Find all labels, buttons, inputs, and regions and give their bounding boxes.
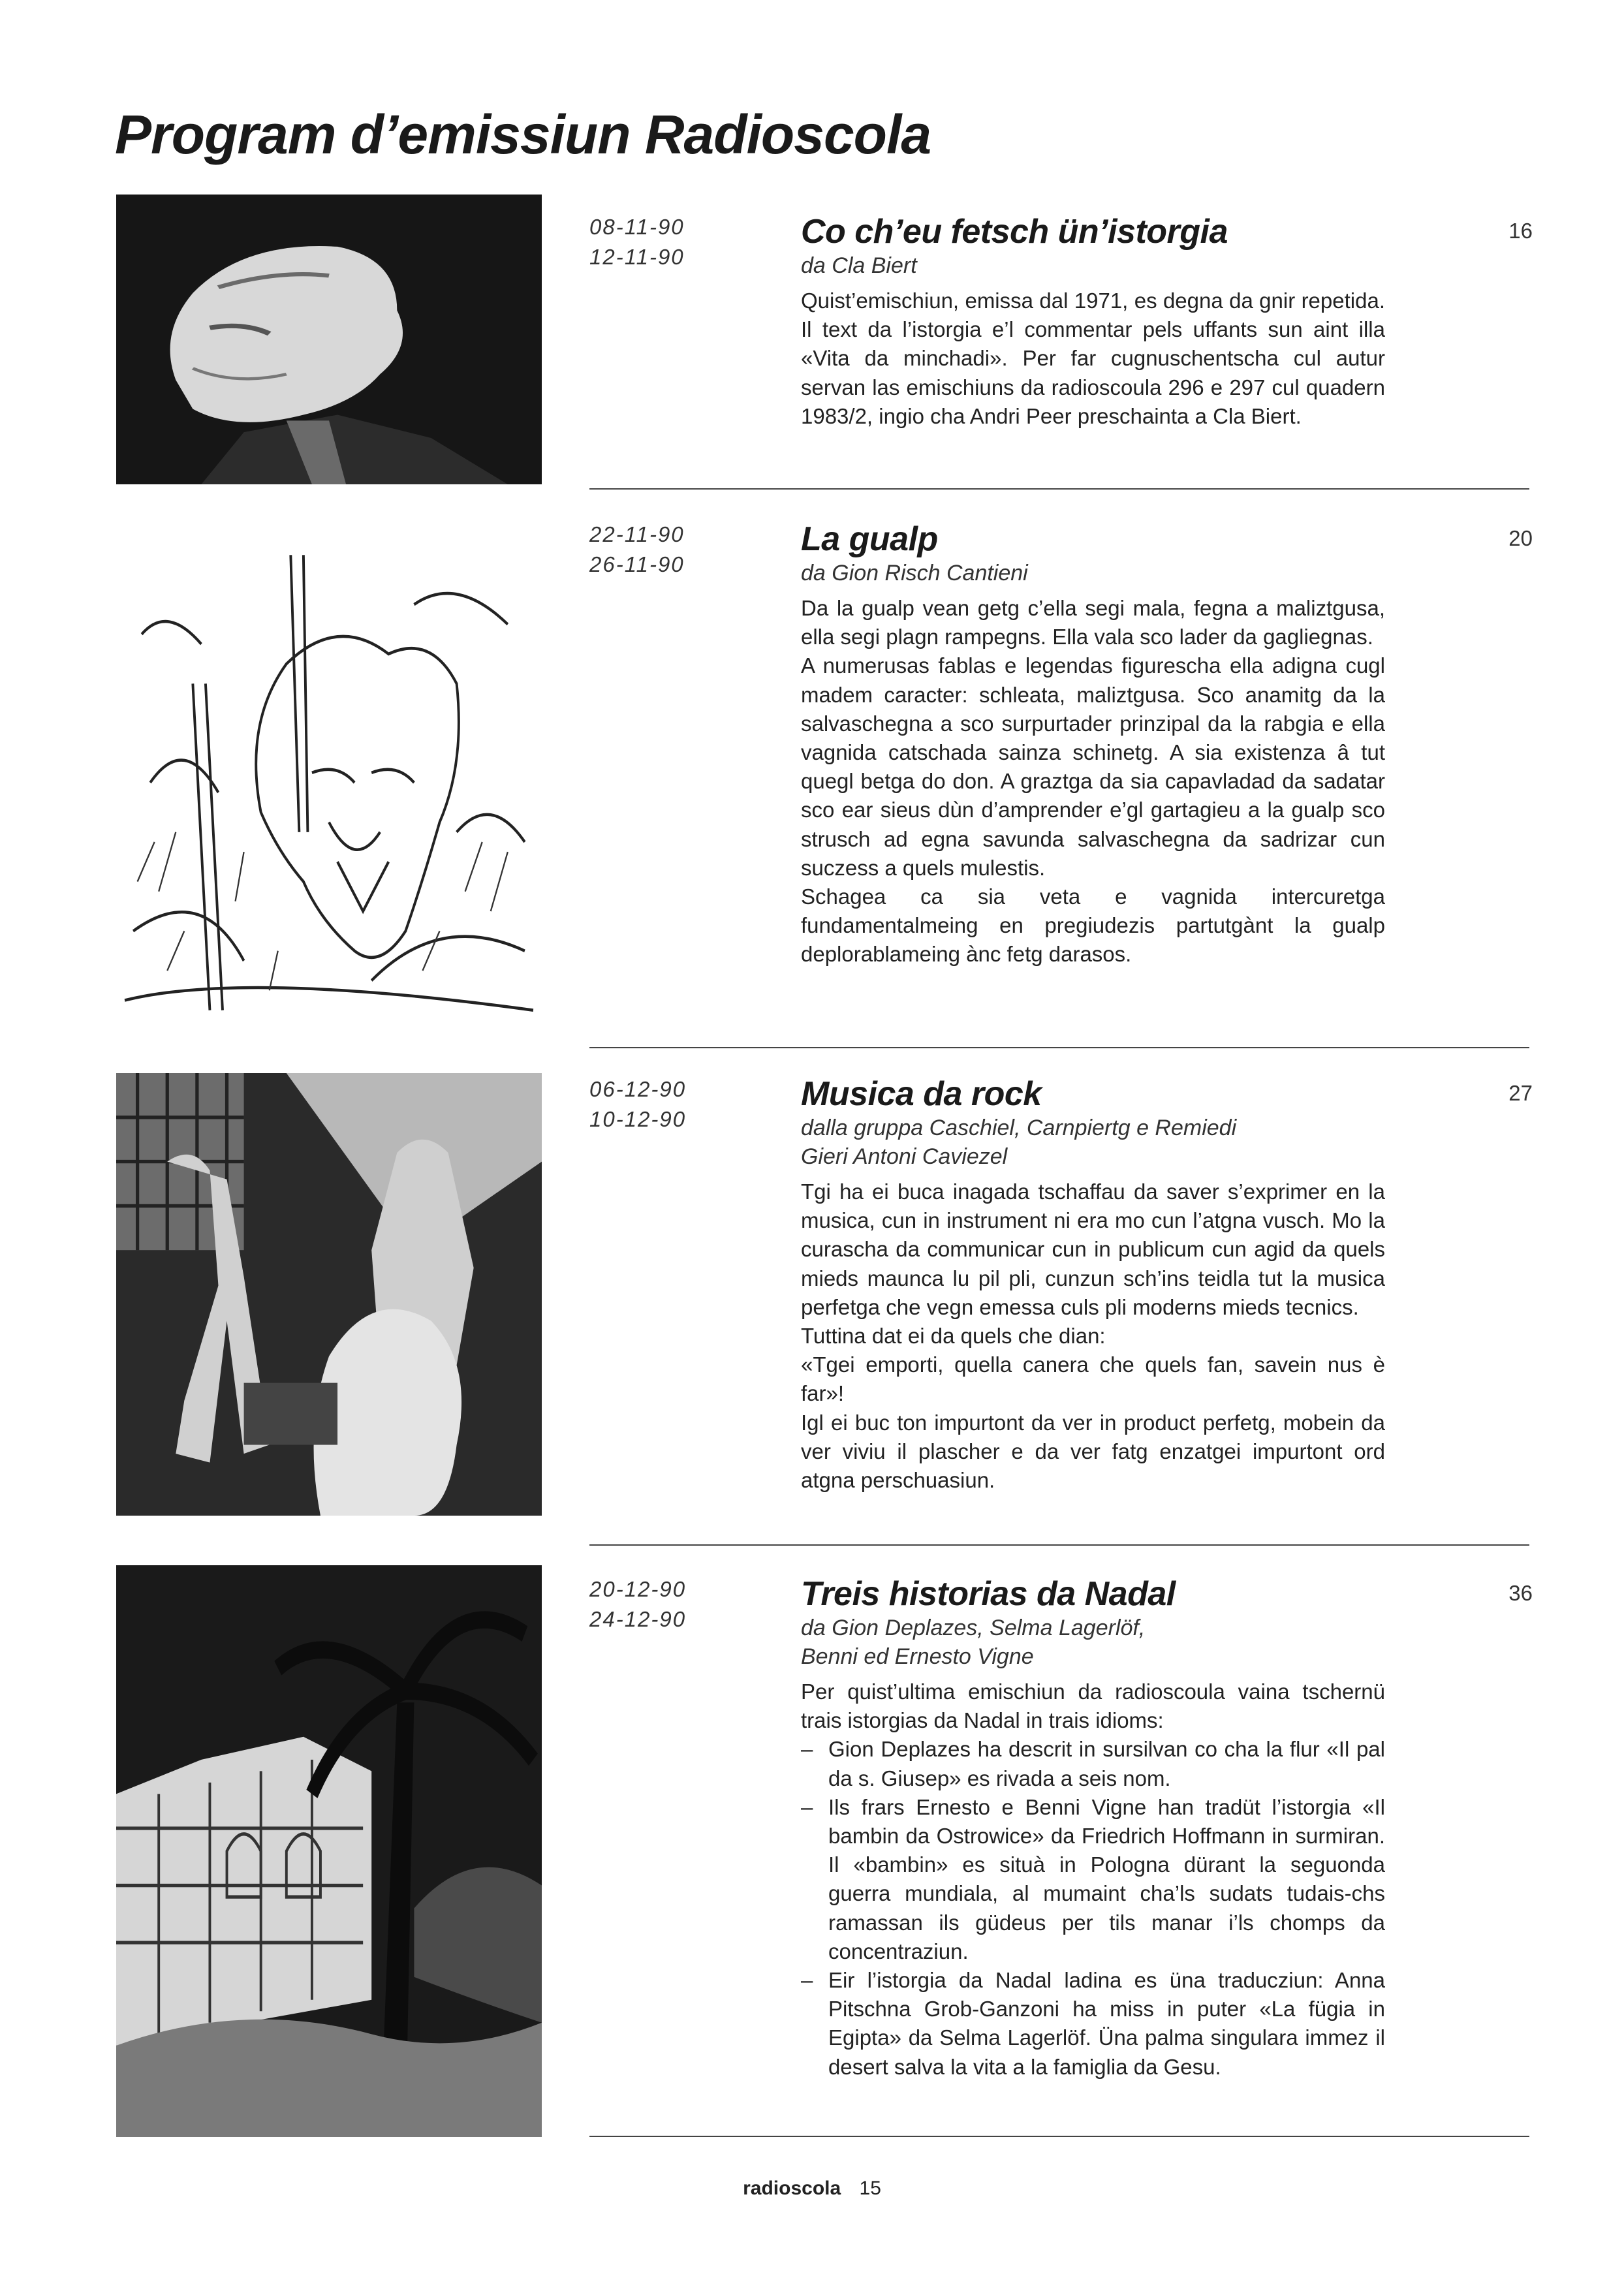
- author-line: da Gion Deplazes, Selma Lagerlöf,: [801, 1616, 1146, 1640]
- entry-content: [801, 1574, 1385, 2082]
- entry-content: [801, 212, 1385, 431]
- dash-marker: –: [801, 1737, 813, 1762]
- entry-title: Treis historias da Nadal: [801, 1575, 1176, 1613]
- list-item: [801, 1735, 1385, 1792]
- list-item-text: Eir l’istorgia da Nadal ladina es üna traducziun: Anna Pitschna Grob-Ganzoni ha miss in puter «La fügia in Egipta» da Selma Lagerlöf. Üna palma singulara immez il desert salva la vita a la famiglia da Gesu.: [828, 1968, 1385, 2079]
- broadcast-date: 22-11-90: [589, 522, 685, 546]
- divider: [589, 1047, 1529, 1048]
- portrait-photo: [116, 195, 542, 484]
- booklet-page-number: 36: [1508, 1581, 1533, 1605]
- author-line: Gieri Antoni Caviezel: [801, 1144, 1008, 1169]
- broadcast-date: 06-12-90: [589, 1077, 687, 1101]
- divider: [589, 1544, 1529, 1546]
- entry-description: [801, 287, 1385, 431]
- rock-band-photo: [116, 1073, 542, 1516]
- booklet-page-number: 16: [1508, 219, 1533, 243]
- broadcast-date: 08-11-90: [589, 215, 685, 239]
- page-title: Program d’emissiun Radioscola: [115, 104, 931, 165]
- entry-description: [801, 594, 1385, 969]
- list-item-text: Gion Deplazes ha descrit in sursilvan co cha la flur «Il pal da s. Giusep» es rivada a seis nom.: [828, 1737, 1385, 1790]
- christmas-painting: [116, 1565, 542, 2137]
- entry-description: [801, 1678, 1385, 2082]
- broadcast-dates: [589, 212, 772, 272]
- paragraph: «Tgei emporti, quella canera che quels fan, savein nus è far»!: [801, 1352, 1385, 1406]
- broadcast-dates: [589, 520, 772, 580]
- entry-title: Musica da rock: [801, 1075, 1042, 1113]
- paragraph: Per quist’ultima emischiun da radioscoula vaina tschernü trais istorgias da Nadal in trais idioms:: [801, 1679, 1385, 1733]
- footer-page-number: 15: [859, 2178, 881, 2199]
- dash-marker: –: [801, 1968, 813, 1993]
- entry-author: [801, 559, 1385, 587]
- author-line: da Gion Risch Cantieni: [801, 561, 1028, 585]
- story-list: [801, 1735, 1385, 2081]
- rebroadcast-date: 24-12-90: [589, 1607, 687, 1631]
- dash-marker: –: [801, 1794, 813, 1819]
- paragraph: Da la gualp vean getg c’ella segi mala, fegna a maliztgusa, ella segi plagn rampegns. Ella vala sco lader da gagliegnas.: [801, 596, 1385, 649]
- paragraph: Tuttina dat ei da quels che dian:: [801, 1324, 1106, 1349]
- divider: [589, 488, 1529, 490]
- entry-author: [801, 251, 1385, 280]
- entry-content: [801, 1074, 1385, 1495]
- entry-author: [801, 1614, 1385, 1671]
- rebroadcast-date: 10-12-90: [589, 1107, 687, 1131]
- paragraph: Igl ei buc ton impurtont da ver in product perfetg, mobein da ver viviu il plascher e da ver fatg enzatgei impurtont ord atgna perschuasiun.: [801, 1410, 1385, 1493]
- divider: [589, 2136, 1529, 2137]
- broadcast-dates: [589, 1574, 772, 1634]
- paragraph: A numerusas fablas e legendas figurescha ella adigna cugl madem caracter: schleata, maliztgusa. Sco anamitg da la salvaschegna a sco surpurtader prinzipal da la rabgia e ella vagnida catschada sainza schinetg. A sia existenza â tut quegl betga do don. A graztga da sia capavladad da sadatar sco ear sieus dùn d’amprender e’gl gartagieu a la gualp sco strusch ad egna savunda salvaschegna da sadrizar cun suczess a quels mulestis.: [801, 653, 1385, 880]
- rebroadcast-date: 12-11-90: [589, 245, 685, 269]
- rebroadcast-date: 26-11-90: [589, 552, 685, 576]
- booklet-page-number: 20: [1508, 526, 1533, 550]
- page-footer: [0, 2178, 1624, 2200]
- list-item-text: Ils frars Ernesto e Benni Vigne han tradüt l’istorgia «Il bambin da Ostrowice» da Friedrich Hoffmann in surmiran. Il «bambin» es situà in Pologna dürant la seguonda guerra mundiala, al mumaint cha’ls sudats tudais-chs ramassan ils güdeus per tils manar i’ls chomps da concentraziun.: [828, 1794, 1385, 1963]
- entry-title: La gualp: [801, 520, 938, 558]
- author-line: da Cla Biert: [801, 253, 917, 278]
- paragraph: Tgi ha ei buca inagada tschaffau da saver s’exprimer en la musica, cun in instrument ni era mo cun l’atgna vusch. Mo la curascha da communicar cun in publicum cun agid da quels mieds maunca lu pil pli, cunzun sch’ins teidla tut la musica perfetga che vegn emessa culs pli moderns mieds tecnics.: [801, 1179, 1385, 1319]
- entry-description: [801, 1178, 1385, 1495]
- footer-brand: radioscola: [743, 2178, 841, 2199]
- fox-drawing: [116, 535, 542, 1030]
- broadcast-dates: [589, 1074, 772, 1134]
- entry-content: [801, 520, 1385, 969]
- entry-author: [801, 1114, 1385, 1171]
- author-line: dalla gruppa Caschiel, Carnpiertg e Remiedi: [801, 1116, 1237, 1140]
- booklet-page-number: 27: [1508, 1081, 1533, 1105]
- author-line: Benni ed Ernesto Vigne: [801, 1644, 1034, 1669]
- paragraph: Schagea ca sia veta e vagnida intercuretga fundamentalmeing en pregiudezis partutgànt la gualp deplorablameing ànc fetg darasos.: [801, 884, 1385, 967]
- entry-title: Co ch’eu fetsch ün’istorgia: [801, 213, 1228, 251]
- broadcast-date: 20-12-90: [589, 1577, 687, 1601]
- list-item: [801, 1793, 1385, 1966]
- paragraph: Quist’emischiun, emissa dal 1971, es degna da gnir repetida. Il text da l’istorgia e’l commentar pels uffants sun aint illa «Vita da minchadi». Per far cugnuschentscha cul autur servan las emischiuns da radioscoula 296 e 297 cul quadern 1983/2, ingio cha Andri Peer preschainta a Cla Biert.: [801, 289, 1385, 428]
- list-item: [801, 1966, 1385, 2082]
